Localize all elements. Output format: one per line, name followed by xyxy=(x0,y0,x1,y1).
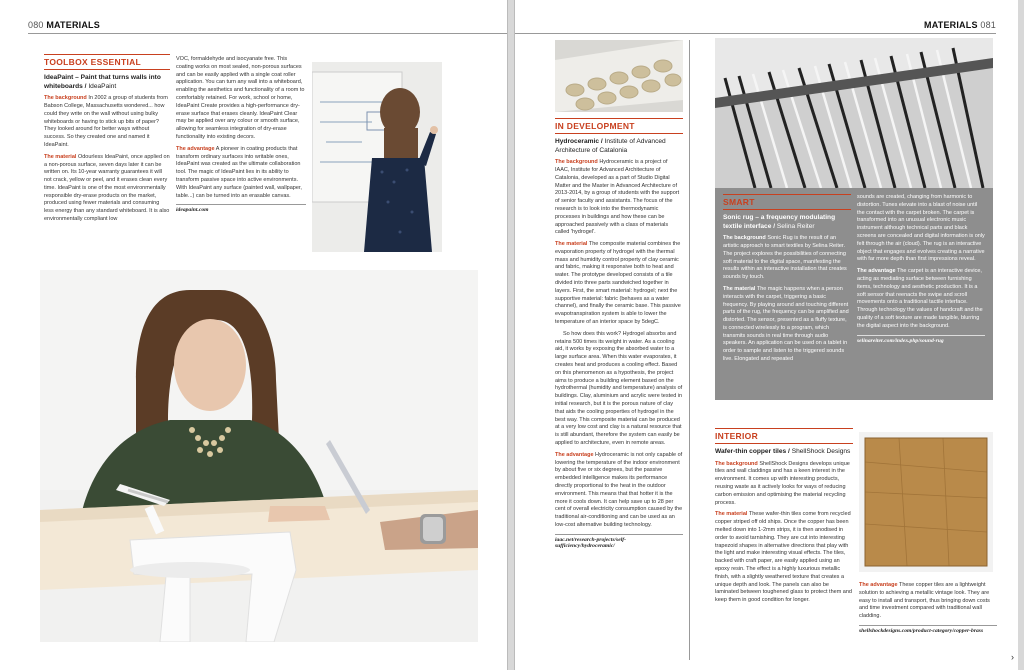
whiteboard-wall-photo xyxy=(312,62,442,252)
article-body: The background Sonic Rug is the result of an artistic approach to smart textiles by Selina Reiter. The project explores the possibilities of connecting soft material to the digital space, manifesting the results within an interactive installation that creates sounds by touch. The material The magic happens when a person interacts with the carpet, triggering a basic frequency. By playing around and touching different parts of the rug, the frequency can be amplified and distorted. The sensor, presented as a fluffy texture, is connected wirelessly to a program, which transmits sounds in real time through audio speakers. An application can be used on a tablet in order to sample and listen to the triggered sounds live. Elongated and repeated xyxy=(723,235,849,363)
copper-tiles-photo xyxy=(859,432,993,572)
article-title: IdeaPaint – Paint that turns walls into whiteboards / IdeaPaint xyxy=(44,74,161,90)
folio-right: MATERIALS 081 xyxy=(924,20,996,30)
source-url: selinareiter.com/index.php/sound-rug xyxy=(857,335,985,344)
article-title: Hydroceramic / Institute of Advanced Architecture of Catalonia xyxy=(555,138,666,154)
development-col xyxy=(555,118,683,664)
smart-col-2: sounds are created, changing from harmonic to distortion. Tunes elevate into a blast of noise until the contact with the carpet broken. The carpet is transformed into an unusual electronic music instrument although technical parts and black screens are concealed and digital information is only felt through the air (cloud). The rug is an interactive object that engages and evolves creating a narrative with far more depth than first impressions reveal. The advantage The carpet is an interactive device, acting as mediating surface between furnishing items, technology and aesthetic production. It is a soft sensor that reenacts the swipe and scroll movements onto a traditional tactile interface. Through technology the values of handcraft and the quality of a soft texture are made tangible, blurring the digital aspect into the background. selinareiter.com/index.php/sound-rug xyxy=(857,194,985,344)
article-body: The background In 2002 a group of students from Babson College, Massachusetts wondered... how could they write on the wall without using bulky whiteboards or having to stick up bits of paper? They looked around for better ways without success. So they created one and named it IdeaPaint. The material Odourless IdeaPaint, once applied on a non-porous surface, seven days later it can be written on. Its 10-year warranty guarantees it will not crack, yellow or peel, and it erases clean every time. IdeaPaint is one of the most environmentally responsible dry-erase products on the market, produced using fewer materials and consuming less energy than any standard whiteboard. It is also environmentally compliant low xyxy=(44,95,170,223)
folio-left: 080 MATERIALS xyxy=(28,20,100,30)
column-divider xyxy=(689,40,690,660)
article-body: The background Hydroceramic is a project of IAAC, Institute for Advanced Architecture of Catalonia, developed as a part of Studio Digital Matter and the Master in Advanced Architecture of 2013-2014, by a group of students with the support of senior faculty and assistants. The focus of the research is to look into the thermodynamic processes in buildings and how these can be approached passively with a class of materials called 'hydrogel'. The material The composite material combines the evaporation property of hydrogel with the thermal mass and humidity control property of clay ceramic and fabric, making it responsive both to heat and water. The prototype developed consists of a tile divided into three parts sandwiched together in layers. First, the smart material: hydrogel; next the supportive material: fabric (behaves as a water channel), and finally the ceramic base. This passive evapotranspiration system is able to lower the temperature of an interior space by 5degC. So how does this work? Hydrogel absorbs and retains 500 times its weight in water. As a cooling aid, it works by exposing the absorbed water to a large surface area. When this water evaporates, it creates heat and produces a cooling effect. Based on this phenomenon as a hypothesis, the project aims to produce a building element based on the hydrothermal (humidity and temperature) analysis of buildings. Clay, aluminium and acrylic were tested in initial research, but it is the porous nature of clay that aids the cooling properties of hydrogel in the best way. This composite material can be produced at a very low cost and clay is a natural resource that is still abundant, therefore the system can easily be applied to architecture, even in remote areas. The advantage Hydroceramic is not only capable of lowering the temperature of the indoor environment by about five or six degrees, but the passive embedded intelligence makes its performance directly proportional to the heat in the outdoor environment. This means that that hotter it is the more it cools down. It can help save up to 28 per cent of overall electricity consumption caused by the traditional air-conditioning and can be used as an low-cost alternative building technology. xyxy=(555,159,683,528)
article-body: The background ShellShock Designs develops unique tiles and wall claddings and has a keen interest in the environment. It comes up with interesting products, reusing waste as it actively looks for ways of reducing carbon emission and optimising the material recycling process. The material These wafer-thin tiles come from recycled copper striped off old ships. Once the copper has been melted down into 1-2mm strips, it is then anodised in order to avoid tarnishing. They are cut into interesting trapezoid shapes in alternative directions that play with the light and make interesting visual effects. The tiles, backed with craft paper, are easily applied using an epoxy resin. The effect is a highly luxurious metallic finish, with a slightly weathered texture that creates a unique depth and look. The panels can also be laminated between toughened glass to protect them and keep them in good condition for longer. xyxy=(715,460,852,604)
article-title: Wafer-thin copper tiles / ShellShock Designs xyxy=(715,448,851,455)
smart-box xyxy=(715,38,993,400)
section-heading-toolbox: TOOLBOX ESSENTIAL xyxy=(44,54,170,70)
interior-col-2: The advantage These copper tiles are a lightweight solution to achieving a metallic vintage look. They are easy to install and transport, thus bringing down costs and time investment compared with traditional wall cladding. shellshockdesigns.com/product-category/copper-brass xyxy=(859,578,997,664)
sonic-rug-photo xyxy=(715,38,993,188)
right-page xyxy=(514,0,1018,670)
folio-rule xyxy=(28,33,507,34)
article-title: Sonic rug – a frequency modulating textile interface / Selina Reiter xyxy=(723,214,836,230)
source-url: shellshockdesigns.com/product-category/copper-brass xyxy=(859,625,997,634)
toolbox-col-1 xyxy=(44,54,170,250)
next-page-arrow-icon: › xyxy=(1011,652,1014,662)
folio-rule xyxy=(515,33,996,34)
source-url: ideapaint.com xyxy=(176,204,306,213)
source-url: iaac.net/research-projects/self-sufficiency/hydroceramic/ xyxy=(555,534,683,549)
hydroceramic-photo xyxy=(555,40,683,112)
woman-at-table-photo xyxy=(40,270,478,642)
section-heading-interior: INTERIOR xyxy=(715,428,853,444)
smart-col-1 xyxy=(723,194,851,394)
section-heading-development: IN DEVELOPMENT xyxy=(555,118,683,134)
interior-col xyxy=(715,428,853,664)
left-page xyxy=(0,0,508,670)
section-heading-smart: SMART xyxy=(723,194,851,210)
toolbox-col-2: VOC, formaldehyde and isocyanate free. This coating works on most sealed, non-porous surfaces and can be easily applied with a single coat roller application. You can turn any wall into a whiteboard, enabling the aesthetics and functionality of a room to comfortably retained. For work, school or home, IdeaPaint Create provides a high-performance dry-erase surface that erases cleanly. IdeaPaint Clear may be applied over any colour or smooth surface, allowing for seamless integration of dry-erase functionality into existing decors. The advantage A pioneer in coating products that transform ordinary surfaces into writable ones, IdeaPaint was created as the ultimate collaboration tool. The magic of IdeaPaint lies in its ability to transform passive space into active environments. With IdeaPaint any surface (painted wall, wallpaper, table...) can be turned into an erasable canvas. ideapaint.com xyxy=(176,56,305,214)
